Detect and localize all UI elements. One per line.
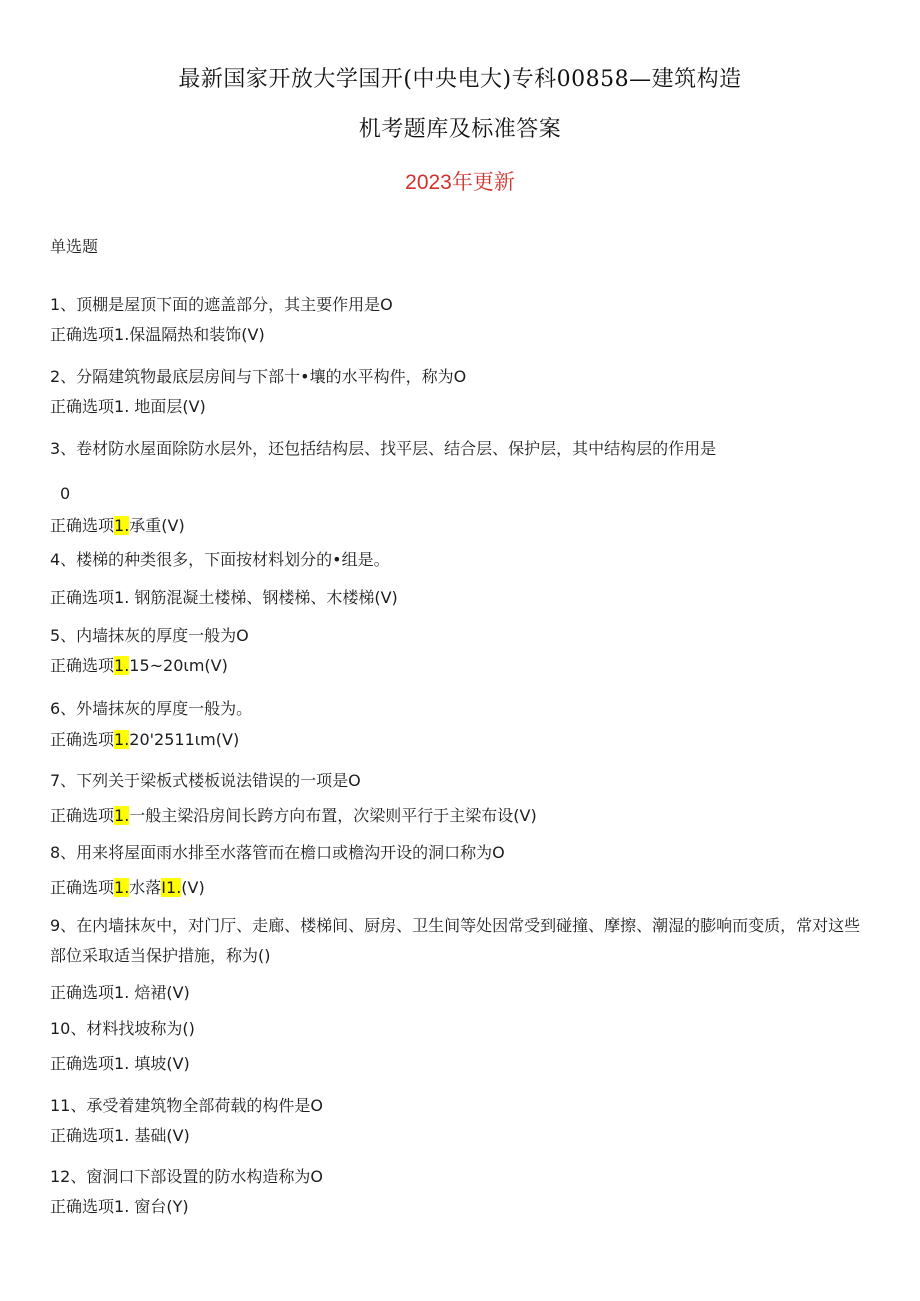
doc-title-line1: 最新国家开放大学国开(中央电大)专科00858—建筑构造 bbox=[178, 67, 742, 92]
answer-number: 1. bbox=[114, 1197, 130, 1216]
answer-prefix: 正确选项 bbox=[50, 878, 115, 897]
answer-prefix: 正确选项 bbox=[50, 730, 115, 749]
question-8: 8、用来将屋面雨水排至水落管而在檐口或檐沟开设的洞口称为O bbox=[50, 843, 505, 862]
answer-text: 承重(V) bbox=[129, 516, 185, 535]
answer-text: 20'2511ιm(V) bbox=[129, 730, 240, 749]
answer-text: 窗台(Y) bbox=[129, 1197, 189, 1216]
question-1: 1、顶棚是屋顶下面的遮盖部分，其主要作用是O bbox=[50, 295, 393, 314]
answer-text: 钢筋混凝土楼梯、钢楼梯、木楼梯(V) bbox=[129, 588, 398, 607]
question-7: 7、下列关于梁板式楼板说法错误的一项是O bbox=[50, 771, 361, 790]
answer-prefix: 正确选项 bbox=[50, 656, 115, 675]
answer-text: 保温隔热和装饰(V) bbox=[129, 325, 265, 344]
answer-text-highlight: I1. bbox=[161, 878, 182, 897]
answer-number-highlight: 1. bbox=[114, 806, 130, 825]
question-2: 2、分隔建筑物最底层房间与下部十•壤的水平构件，称为O bbox=[50, 367, 467, 386]
answer-text: 地面层(V) bbox=[129, 397, 206, 416]
question-4: 4、楼梯的种类很多，下面按材料划分的•组是。 bbox=[50, 550, 390, 569]
answer-number: 1. bbox=[114, 325, 130, 344]
answer-number: 1. bbox=[114, 397, 130, 416]
answer-number-highlight: 1. bbox=[114, 516, 130, 535]
answer-prefix: 正确选项 bbox=[50, 1054, 115, 1073]
question-5: 5、内墙抹灰的厚度一般为O bbox=[50, 626, 249, 645]
answer-9 bbox=[50, 982, 190, 1004]
answer-6 bbox=[50, 729, 239, 751]
answer-number: 1. bbox=[114, 588, 130, 607]
answer-text: 焙裙(V) bbox=[129, 983, 190, 1002]
answer-number: 1. bbox=[114, 1126, 130, 1145]
answer-text: 一般主梁沿房间长跨方向布置，次梁则平行于主梁布设(V) bbox=[129, 806, 537, 825]
doc-title-line2: 机考题库及标准答案 bbox=[358, 117, 562, 142]
answer-5 bbox=[50, 655, 228, 677]
answer-3 bbox=[50, 515, 185, 537]
answer-prefix: 正确选项 bbox=[50, 397, 115, 416]
question-3: 3、卷材防水屋面除防水层外，还包括结构层、找平层、结合层、保护层，其中结构层的作用是 bbox=[50, 439, 717, 458]
answer-number-highlight: 1. bbox=[114, 656, 130, 675]
question-11: 11、承受着建筑物全部荷载的构件是O bbox=[50, 1096, 323, 1115]
answer-text-tail: (V) bbox=[181, 878, 205, 897]
question-9: 9、在内墙抹灰中，对门厅、走廊、楼梯间、厨房、卫生间等处因常受到碰撞、摩擦、潮湿的膨响而变质，常对这些部位采取适当保护措施，称为() bbox=[50, 916, 861, 965]
answer-number-highlight: 1. bbox=[114, 730, 130, 749]
answer-12 bbox=[50, 1196, 189, 1218]
answer-11 bbox=[50, 1125, 190, 1147]
answer-7 bbox=[50, 805, 537, 827]
question-12: 12、窗洞口下部设置的防水构造称为O bbox=[50, 1167, 323, 1186]
answer-prefix: 正确选项 bbox=[50, 325, 115, 344]
answer-4 bbox=[50, 587, 398, 609]
answer-text: 基础(V) bbox=[129, 1126, 190, 1145]
answer-text: 15~20ιm(V) bbox=[129, 656, 228, 675]
question-10: 10、材料找坡称为() bbox=[50, 1019, 195, 1038]
answer-2 bbox=[50, 396, 206, 418]
answer-prefix: 正确选项 bbox=[50, 1197, 115, 1216]
answer-prefix: 正确选项 bbox=[50, 983, 115, 1002]
question-6: 6、外墙抹灰的厚度一般为。 bbox=[50, 699, 253, 718]
answer-text: 水落 bbox=[129, 878, 162, 897]
answer-text: 填坡(V) bbox=[129, 1054, 190, 1073]
answer-prefix: 正确选项 bbox=[50, 588, 115, 607]
answer-number: 1. bbox=[114, 1054, 130, 1073]
answer-prefix: 正确选项 bbox=[50, 1126, 115, 1145]
answer-number: 1. bbox=[114, 983, 130, 1002]
answer-8 bbox=[50, 877, 205, 899]
section-heading: 单选题 bbox=[50, 237, 99, 256]
question-3-continuation: 0 bbox=[60, 484, 71, 503]
answer-1 bbox=[50, 324, 265, 346]
answer-prefix: 正确选项 bbox=[50, 806, 115, 825]
answer-prefix: 正确选项 bbox=[50, 516, 115, 535]
answer-10 bbox=[50, 1053, 190, 1075]
answer-number-highlight: 1. bbox=[114, 878, 130, 897]
doc-subtitle: 2023年更新 bbox=[405, 171, 515, 194]
